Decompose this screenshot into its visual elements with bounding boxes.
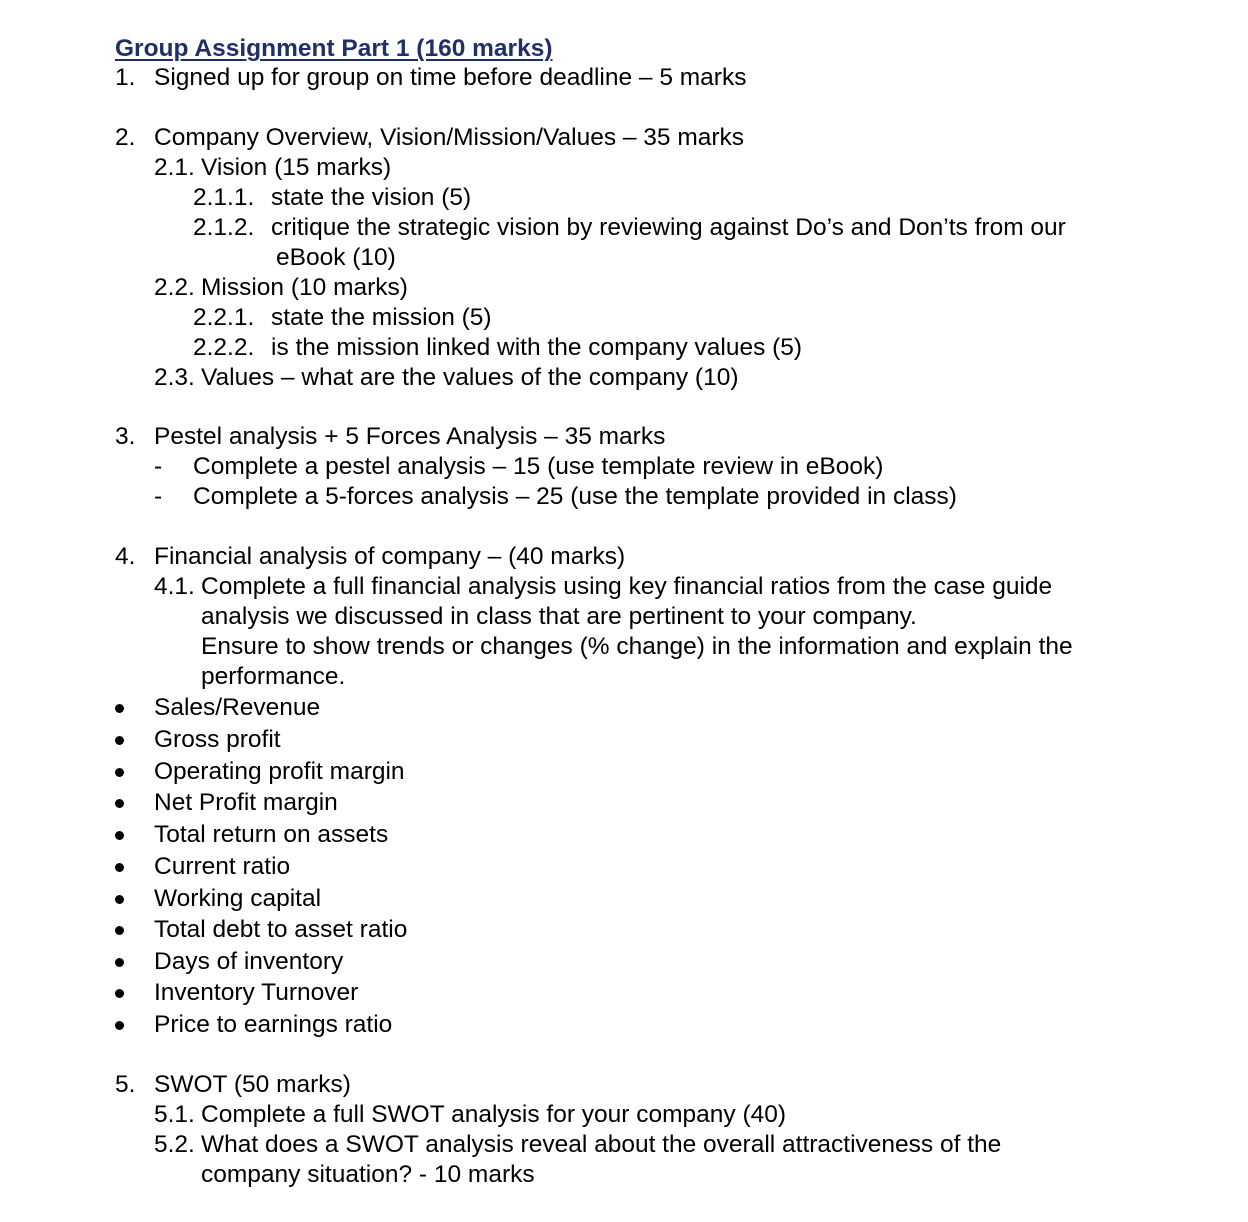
- section-5-2-continuation: company situation? - 10 marks: [201, 1161, 535, 1188]
- section-5-text: SWOT (50 marks): [154, 1071, 351, 1098]
- bullet-dot: [115, 704, 124, 713]
- bullet-dot: [115, 926, 124, 935]
- bullet-item-days-of-inventory: Days of inventory: [154, 948, 344, 975]
- section-2-1-number: 2.1.: [154, 154, 195, 181]
- bullet-dot: [115, 831, 124, 840]
- section-2-1-2-text: critique the strategic vision by reviewing against Do’s and Don’ts from our: [271, 214, 1066, 241]
- section-2-2-1-number: 2.2.1.: [193, 304, 255, 331]
- section-4-text: Financial analysis of company – (40 marks): [154, 543, 626, 570]
- section-2-2-1-text: state the mission (5): [271, 304, 492, 331]
- section-5-2-number: 5.2.: [154, 1131, 195, 1158]
- bullet-item-current-ratio: Current ratio: [154, 853, 291, 880]
- bullet-item-gross-profit: Gross profit: [154, 726, 281, 753]
- section-5-number: 5.: [115, 1071, 136, 1098]
- bullet-item-inventory-turnover: Inventory Turnover: [154, 979, 359, 1006]
- bullet-dot: [115, 736, 124, 745]
- section-4-1-line-3: Ensure to show trends or changes (% change) in the information and explain the: [201, 633, 1073, 660]
- section-3-dash-1: -: [154, 453, 163, 480]
- bullet-dot: [115, 1021, 124, 1030]
- section-2-2-number: 2.2.: [154, 274, 195, 301]
- section-4-1-line-2: analysis we discussed in class that are pertinent to your company.: [201, 603, 917, 630]
- bullet-item-sales-revenue: Sales/Revenue: [154, 694, 321, 721]
- section-2-number: 2.: [115, 124, 136, 151]
- section-2-1-2-number: 2.1.2.: [193, 214, 255, 241]
- section-2-2-text: Mission (10 marks): [201, 274, 408, 301]
- section-3-item-5-forces: Complete a 5-forces analysis – 25 (use the template provided in class): [193, 483, 957, 510]
- section-2-3-text: Values – what are the values of the company (10): [201, 364, 739, 391]
- section-2-1-1-number: 2.1.1.: [193, 184, 255, 211]
- section-2-1-1-text: state the vision (5): [271, 184, 472, 211]
- section-2-2-2-text: is the mission linked with the company values (5): [271, 334, 803, 361]
- bullet-item-total-return-on-assets: Total return on assets: [154, 821, 389, 848]
- section-4-number: 4.: [115, 543, 136, 570]
- section-2-1-text: Vision (15 marks): [201, 154, 392, 181]
- bullet-item-working-capital: Working capital: [154, 885, 322, 912]
- bullet-dot: [115, 768, 124, 777]
- section-5-1-number: 5.1.: [154, 1101, 195, 1128]
- section-3-number: 3.: [115, 423, 136, 450]
- section-2-3-number: 2.3.: [154, 364, 195, 391]
- section-1-number: 1.: [115, 64, 136, 91]
- section-1-text: Signed up for group on time before deadline – 5 marks: [154, 64, 747, 91]
- section-2-2-2-number: 2.2.2.: [193, 334, 255, 361]
- section-2-1-2-continuation: eBook (10): [276, 244, 396, 271]
- bullet-item-operating-profit-margin: Operating profit margin: [154, 758, 405, 785]
- section-4-1-line-4: performance.: [201, 663, 346, 690]
- bullet-dot: [115, 863, 124, 872]
- section-4-1-number: 4.1.: [154, 573, 195, 600]
- bullet-dot: [115, 958, 124, 967]
- bullet-dot: [115, 799, 124, 808]
- section-5-2-text: What does a SWOT analysis reveal about the overall attractiveness of the: [201, 1131, 1002, 1158]
- section-3-dash-2: -: [154, 483, 163, 510]
- document-title: Group Assignment Part 1 (160 marks): [115, 35, 553, 62]
- section-3-item-pestel: Complete a pestel analysis – 15 (use template review in eBook): [193, 453, 884, 480]
- bullet-item-price-to-earnings-ratio: Price to earnings ratio: [154, 1011, 393, 1038]
- section-4-1-text: Complete a full financial analysis using key financial ratios from the case guide: [201, 573, 1053, 600]
- bullet-dot: [115, 895, 124, 904]
- section-3-text: Pestel analysis + 5 Forces Analysis – 35 marks: [154, 423, 666, 450]
- bullet-dot: [115, 989, 124, 998]
- bullet-item-net-profit-margin: Net Profit margin: [154, 789, 338, 816]
- section-2-text: Company Overview, Vision/Mission/Values – 35 marks: [154, 124, 745, 151]
- section-5-1-text: Complete a full SWOT analysis for your company (40): [201, 1101, 787, 1128]
- bullet-item-total-debt-to-asset-ratio: Total debt to asset ratio: [154, 916, 408, 943]
